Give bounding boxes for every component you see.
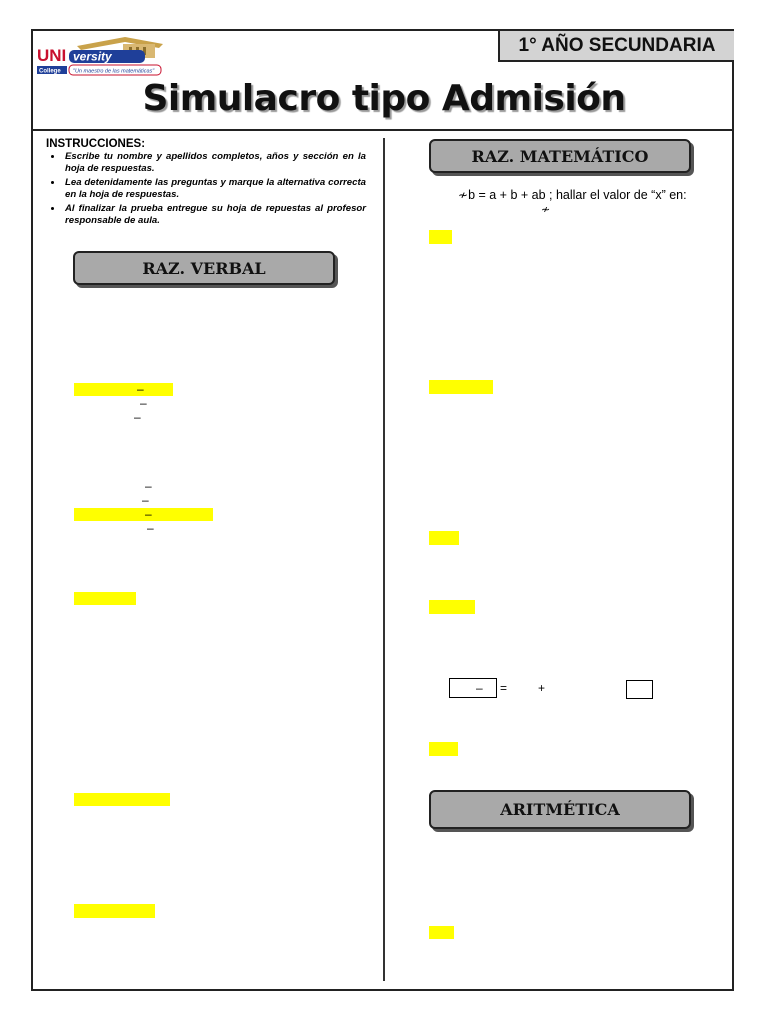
- verbal-dash: –: [145, 507, 152, 521]
- instructions-list: [46, 151, 366, 227]
- grade-label: 1° AÑO SECUNDARIA: [498, 31, 734, 62]
- highlight-mark: [429, 600, 475, 614]
- verbal-dash: –: [145, 479, 152, 493]
- highlight-mark: [74, 904, 155, 918]
- verbal-dash: –: [137, 382, 144, 396]
- equals-sign: =: [500, 681, 508, 695]
- highlight-mark: [74, 508, 213, 521]
- highlight-mark: [429, 230, 452, 244]
- operator-symbol: ≁: [541, 204, 551, 216]
- highlight-mark: [429, 531, 459, 545]
- equation-row: [449, 678, 669, 698]
- highlight-mark: [429, 380, 493, 394]
- instructions-block: [46, 138, 366, 229]
- plus-sign: +: [538, 681, 546, 695]
- math-problem-statement: [458, 188, 687, 202]
- page-title: Simulacro tipo Admisión: [142, 78, 626, 119]
- box-dash: –: [476, 681, 483, 695]
- verbal-dash: –: [134, 410, 141, 424]
- highlight-mark: [74, 592, 136, 605]
- svg-text:"Un maestro de las matemáticas: "Un maestro de las matemáticas": [73, 68, 155, 75]
- instructions-heading: INSTRUCCIONES:: [46, 138, 146, 150]
- svg-text:versity: versity: [73, 49, 112, 64]
- instruction-item: • Escribe tu nombre y apellidos completos, años y sección en la hoja de respuestas.: [63, 151, 366, 175]
- verbal-dash: –: [140, 396, 147, 410]
- empty-box: [626, 680, 653, 699]
- verbal-dash: –: [142, 493, 149, 507]
- section-raz-verbal: RAZ. VERBAL: [73, 251, 335, 285]
- svg-text:College: College: [39, 68, 61, 75]
- section-raz-matematico: RAZ. MATEMÁTICO: [429, 139, 691, 173]
- highlight-mark: [74, 793, 170, 806]
- column-divider: [383, 138, 385, 981]
- instruction-item: • Al finalizar la prueba entregue su hoja de repuestas al profesor responsable de aula.: [63, 203, 366, 227]
- verbal-dash: –: [147, 521, 154, 535]
- highlight-mark: [429, 926, 454, 939]
- operator-box: [449, 678, 497, 698]
- highlight-mark: [74, 383, 173, 396]
- svg-text:UNI: UNI: [37, 46, 67, 65]
- section-aritmetica: ARITMÉTICA: [429, 790, 691, 829]
- operator-symbol: ≁: [458, 188, 469, 202]
- instruction-item: • Lea detenidamente las preguntas y marque la alternativa correcta en la hoja de respuestas.: [63, 177, 366, 201]
- formula-text: b = a + b + ab ; hallar el valor de “x” en:: [468, 188, 687, 202]
- university-college-logo: [35, 34, 165, 78]
- highlight-mark: [429, 742, 458, 756]
- header-divider: [31, 129, 734, 131]
